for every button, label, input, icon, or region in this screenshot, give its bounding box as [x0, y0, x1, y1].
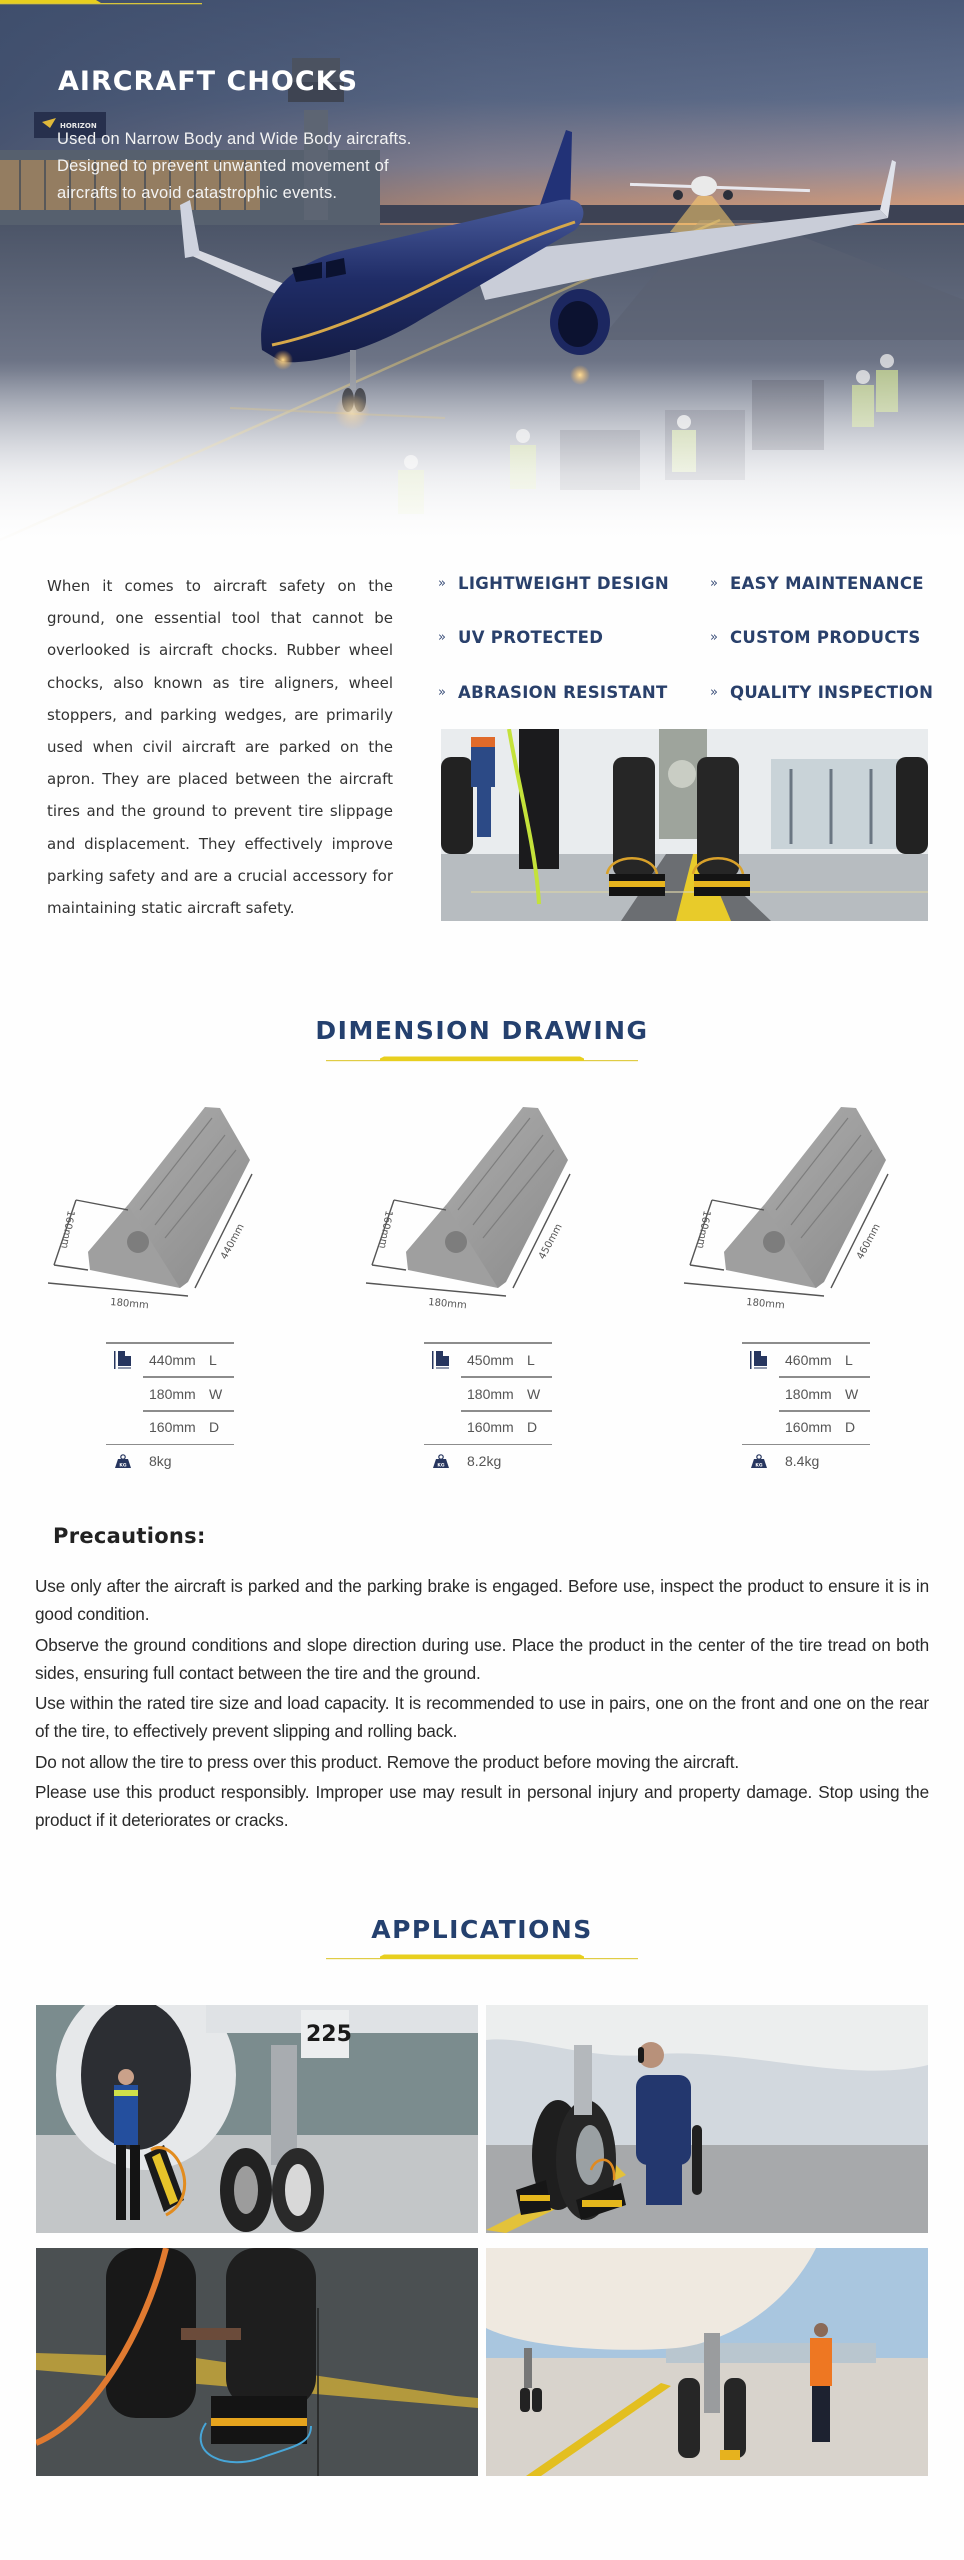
- spec-unit: W: [209, 1385, 223, 1402]
- precaution-item: Do not allow the tire to press over this product. Remove the product before moving the aircraft.: [35, 1751, 740, 1772]
- weight-kg-icon: [750, 1454, 768, 1468]
- height-dimension-label: 160mm: [376, 1209, 394, 1250]
- spec-value: 160mm: [467, 1419, 514, 1436]
- feature-label: LIGHTWEIGHT DESIGN: [458, 573, 669, 593]
- precautions-list: [35, 1572, 929, 1837]
- feature-label: QUALITY INSPECTION: [730, 682, 934, 702]
- length-dimension-label: 440mm: [218, 1222, 247, 1262]
- feature-label: ABRASION RESISTANT: [458, 682, 668, 702]
- double-chevron-right-icon: »: [438, 684, 446, 700]
- section-underline: [326, 1953, 638, 1961]
- application-photo-engine-chock: [36, 2005, 478, 2233]
- width-dimension-label: 180mm: [427, 1297, 468, 1312]
- weight-kg-icon: [432, 1454, 450, 1468]
- spec-weight: 8.2kg: [467, 1452, 502, 1469]
- hero-subtitle-line: aircrafts to avoid catastrophic events.: [57, 184, 338, 202]
- hero-banner: [0, 0, 964, 550]
- feature-lightweight-design: [438, 569, 669, 597]
- precautions-heading: Precautions:: [53, 1524, 206, 1548]
- hero-title: AIRCRAFT CHOCKS: [58, 66, 359, 97]
- precaution-item: Use only after the aircraft is parked and the parking brake is engaged. Before use, inspect the product to ensure it is in good condition.: [35, 1576, 929, 1624]
- chock-model-2: [358, 1090, 658, 1490]
- chock-dimension-drawing: [676, 1090, 916, 1320]
- spec-value: 180mm: [467, 1385, 514, 1402]
- spec-unit: D: [209, 1419, 220, 1436]
- double-chevron-right-icon: »: [710, 575, 718, 591]
- dimensions-icon: [114, 1351, 134, 1369]
- svg-text:KG: KG: [119, 1463, 127, 1468]
- width-dimension-label: 180mm: [109, 1297, 150, 1312]
- double-chevron-right-icon: »: [438, 629, 446, 645]
- section-underline: [326, 1055, 638, 1063]
- spec-unit: L: [209, 1352, 217, 1369]
- height-dimension-label: 160mm: [694, 1209, 712, 1250]
- svg-text:KG: KG: [755, 1463, 763, 1468]
- precaution-item: Observe the ground conditions and slope direction during use. Place the product in the center of the tire tread on both sides, ensuring full contact between the tire and the ground.: [35, 1634, 929, 1683]
- billboard-text: HORIZON: [60, 122, 97, 130]
- chock-model-3: [676, 1090, 964, 1490]
- hero-title-underline: [0, 0, 202, 5]
- chock-model-1: [40, 1090, 340, 1490]
- precaution-item: Please use this product responsibly. Improper use may result in personal injury and property damage. Stop using the product if it deteriorates or cracks.: [35, 1782, 929, 1830]
- dimensions-icon: [432, 1351, 452, 1369]
- spec-unit: W: [527, 1385, 541, 1402]
- precaution-item: Use within the rated tire size and load capacity. It is recommended to use in pairs, one on the front and one on the rear of the tire, to effectively prevent slipping and rolling back.: [35, 1693, 929, 1741]
- application-photo-technician-placing-chock: [486, 2005, 928, 2233]
- feature-label: EASY MAINTENANCE: [730, 573, 924, 593]
- landing-gear-with-chocks-photo: [441, 729, 928, 921]
- svg-text:KG: KG: [437, 1463, 445, 1468]
- weight-kg-icon: [114, 1454, 132, 1468]
- feature-easy-maintenance: [710, 569, 924, 597]
- feature-abrasion-resistant: [438, 678, 668, 706]
- hero-subtitle: [57, 126, 477, 207]
- dimensions-icon: [750, 1351, 770, 1369]
- spec-unit: W: [845, 1385, 859, 1402]
- feature-uv-protected: [438, 623, 603, 651]
- feature-custom-products: [710, 623, 921, 651]
- spec-table: [424, 1342, 552, 1478]
- spec-unit: L: [527, 1352, 535, 1369]
- spec-weight: 8kg: [149, 1452, 172, 1469]
- tail-number: 225: [306, 2022, 352, 2047]
- chock-dimension-drawing: [358, 1090, 598, 1320]
- spec-value: 440mm: [149, 1352, 196, 1369]
- feature-label: UV PROTECTED: [458, 627, 604, 647]
- spec-value: 160mm: [785, 1419, 832, 1436]
- applications-heading: APPLICATIONS: [371, 1915, 593, 1944]
- height-dimension-label: 160mm: [58, 1209, 76, 1250]
- spec-unit: D: [845, 1419, 856, 1436]
- spec-unit: D: [527, 1419, 538, 1436]
- spec-weight: 8.4kg: [785, 1452, 820, 1469]
- spec-value: 180mm: [785, 1385, 832, 1402]
- spec-table: [106, 1342, 234, 1478]
- spec-table: [742, 1342, 870, 1478]
- length-dimension-label: 450mm: [536, 1222, 565, 1262]
- dimension-drawing-heading: DIMENSION DRAWING: [315, 1016, 649, 1045]
- spec-value: 180mm: [149, 1385, 196, 1402]
- double-chevron-right-icon: »: [710, 629, 718, 645]
- application-photo-chock-closeup: [36, 2248, 478, 2476]
- chock-dimension-drawing: [40, 1090, 280, 1320]
- width-dimension-label: 180mm: [745, 1297, 786, 1312]
- intro-paragraph: When it comes to aircraft safety on the ground, one essential tool that cannot be overlooked is aircraft chocks. Rubber wheel chocks, also known as tire aligners, wheel stoppers, and parking wedges, are primarily used when civil aircraft are parked on the apron. They are placed between the aircraft tires and the ground to prevent tire slippage and displacement. They effectively improve parking safety and are a crucial accessory for maintaining static aircraft safety.: [47, 577, 393, 918]
- spec-unit: L: [845, 1352, 853, 1369]
- spec-value: 160mm: [149, 1419, 196, 1436]
- hero-subtitle-line: Used on Narrow Body and Wide Body aircrafts.: [57, 130, 412, 148]
- feature-quality-inspection: [710, 678, 933, 706]
- feature-label: CUSTOM PRODUCTS: [730, 627, 921, 647]
- hero-subtitle-line: Designed to prevent unwanted movement of: [57, 157, 389, 175]
- application-photo-nose-gear-with-crew: [486, 2248, 928, 2476]
- double-chevron-right-icon: »: [710, 684, 718, 700]
- spec-value: 450mm: [467, 1352, 514, 1369]
- spec-value: 460mm: [785, 1352, 832, 1369]
- feature-list: [438, 569, 938, 719]
- length-dimension-label: 460mm: [854, 1222, 883, 1262]
- double-chevron-right-icon: »: [438, 575, 446, 591]
